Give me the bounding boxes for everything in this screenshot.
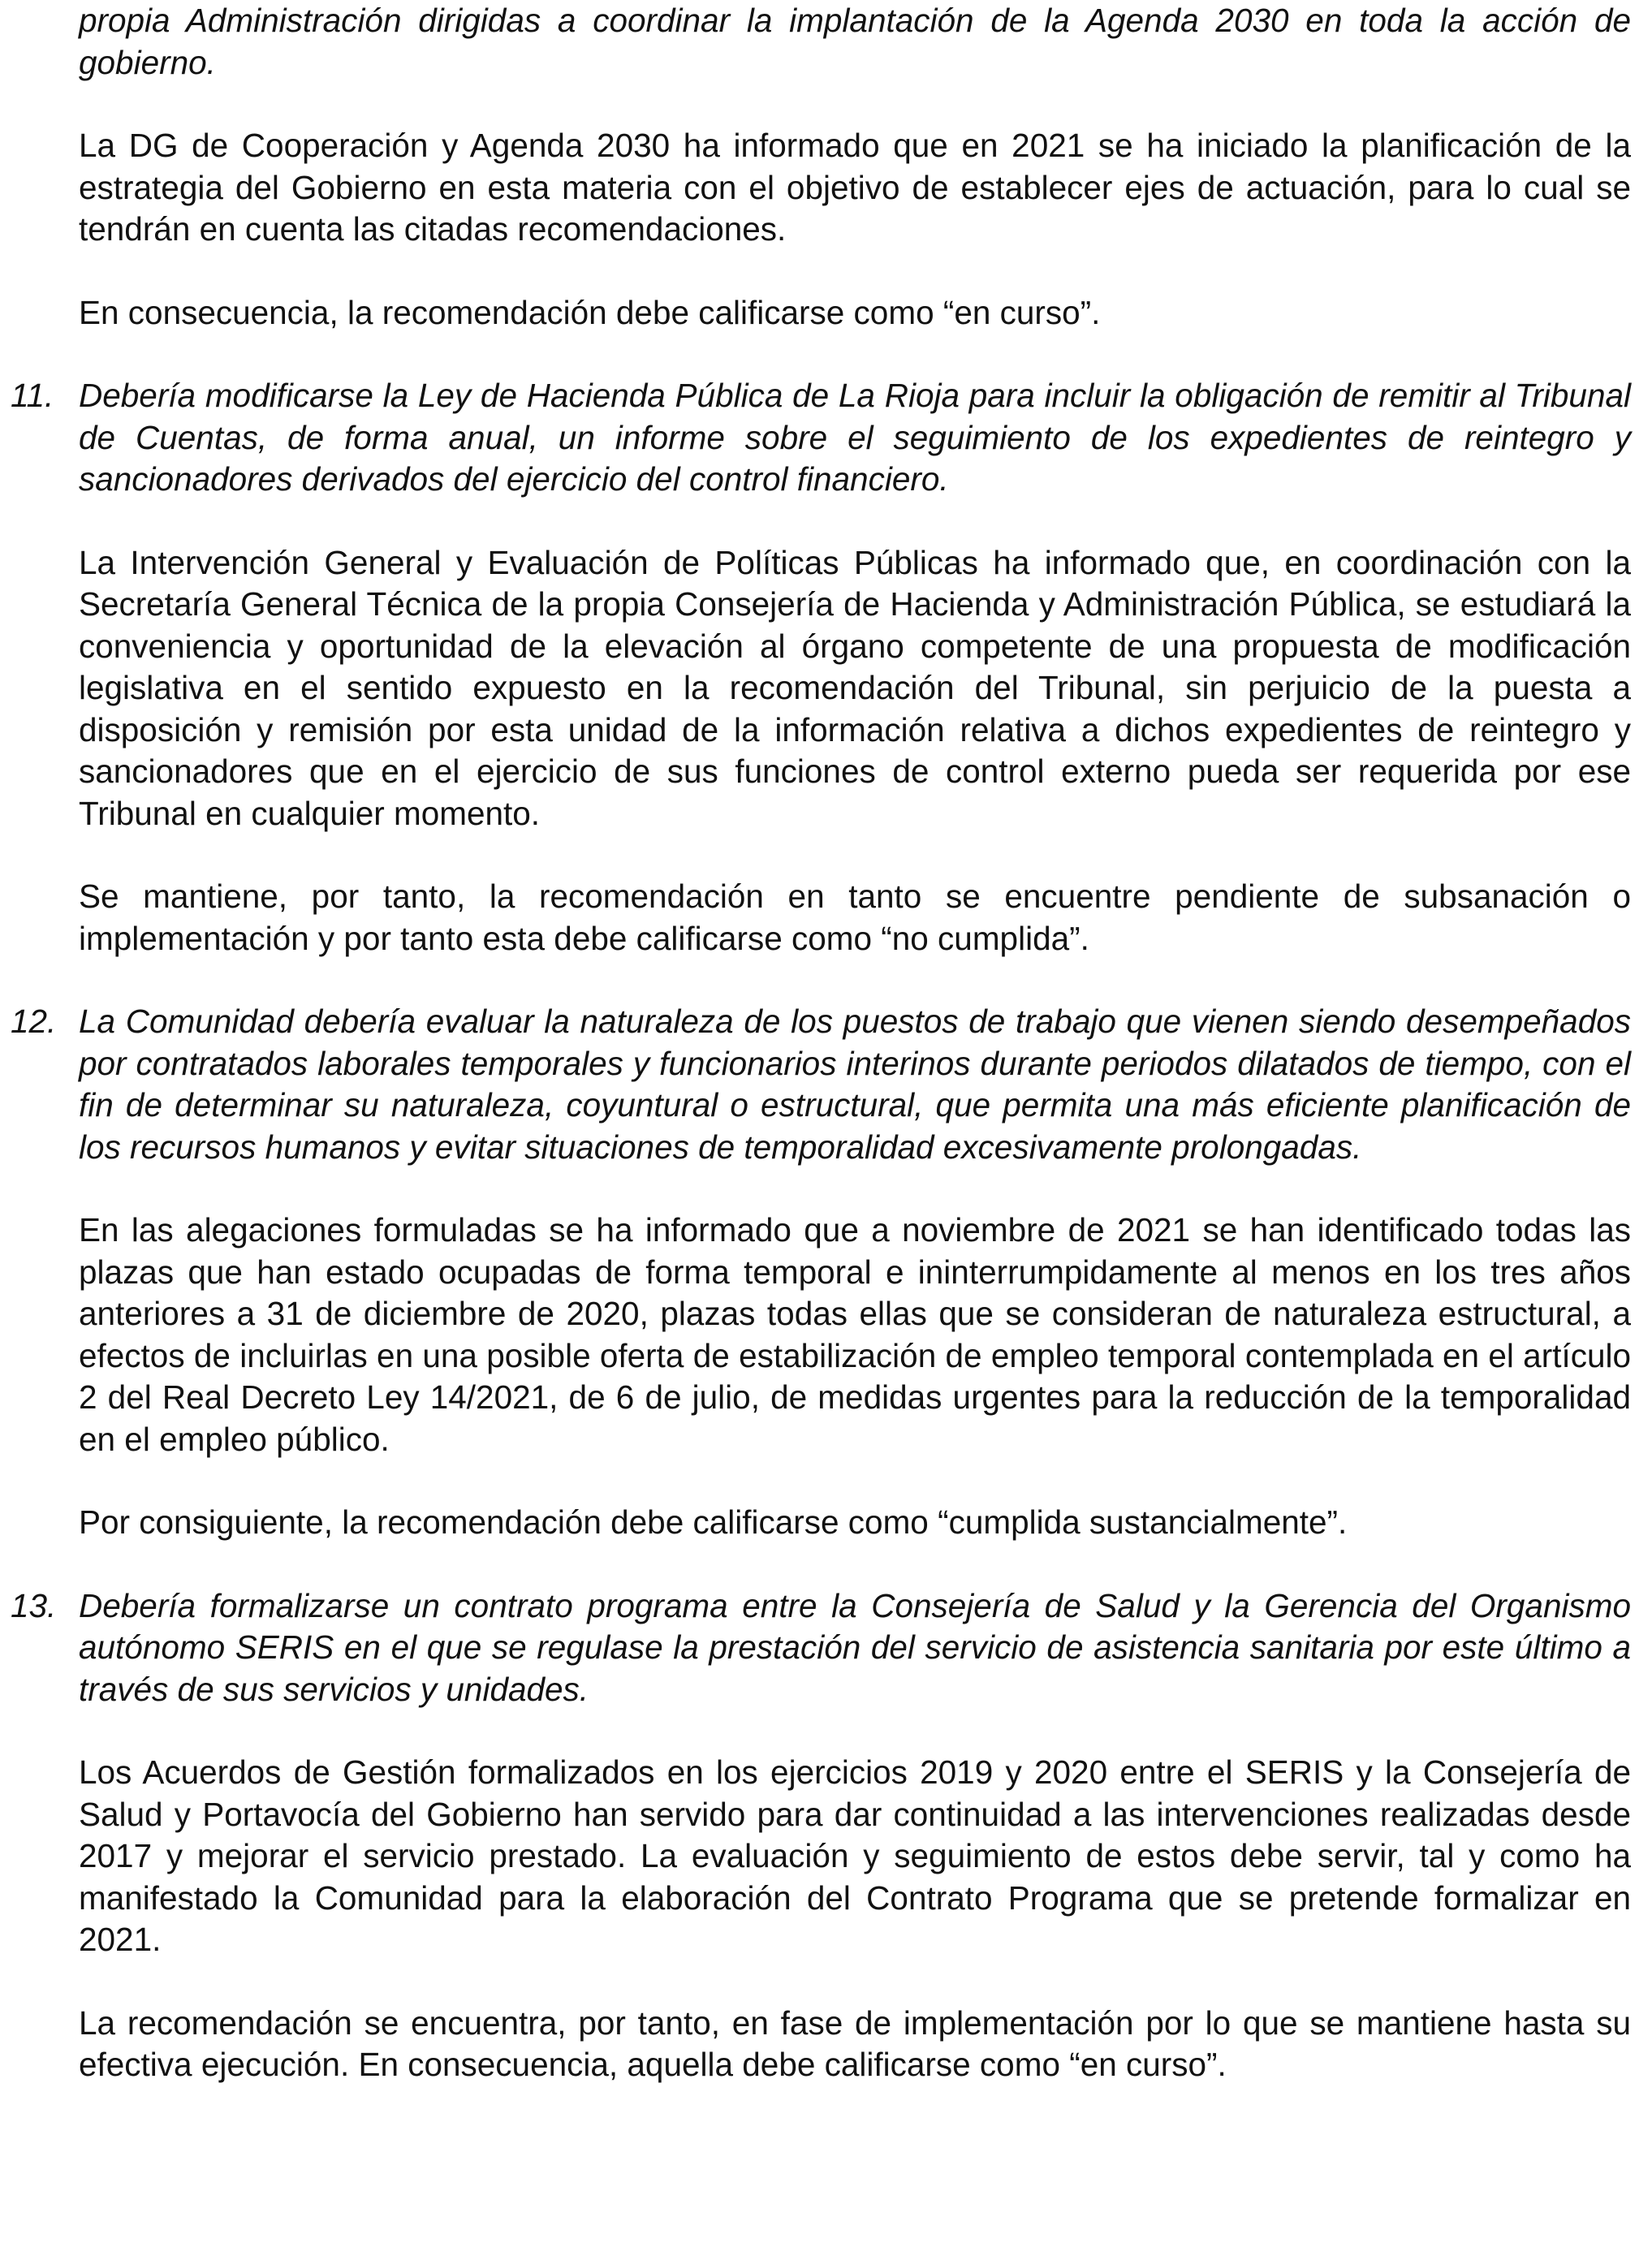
- document-page: [11, 0, 1631, 2086]
- recommendation-10-text-continued: propia Administración dirigidas a coordinar la implantación de la Agenda 2030 en toda la acción de gobierno.: [79, 2, 1631, 81]
- recommendation-11-text: Debería modificarse la Ley de Hacienda Pública de La Rioja para incluir la obligación de remitir al Tribunal de Cuentas, de forma anual, un informe sobre el seguimiento de los expedientes de reintegro y sancionadores derivados del ejercicio del control financiero.: [79, 377, 1631, 498]
- recommendation-12-response: En las alegaciones formuladas se ha informado que a noviembre de 2021 se han identificado todas las plazas que han estado ocupadas de forma temporal e ininterrumpidamente al menos en los tres años anteriores a 31 de diciembre de 2020, plazas todas ellas que se consideran de naturaleza estructural, a efectos de incluirlas en una posible oferta de estabilización de empleo temporal contemplada en el artículo 2 del Real Decreto Ley 14/2021, de 6 de julio, de medidas urgentes para la reducción de la temporalidad en el empleo público.: [79, 1211, 1631, 1458]
- recommendation-10-response: La DG de Cooperación y Agenda 2030 ha informado que en 2021 se ha iniciado la planificación de la estrategia del Gobierno en esta materia con el objetivo de establecer ejes de actuación, para lo cual se tendrán en cuenta las citadas recomendaciones.: [79, 127, 1631, 248]
- recommendation-12-number: 12.: [11, 1003, 57, 1040]
- recommendation-11-response: La Intervención General y Evaluación de Políticas Públicas ha informado que, en coordinación con la Secretaría General Técnica de la propia Consejería de Hacienda y Administración Pública, se estudiará la conveniencia y oportunidad de la elevación al órgano competente de una propuesta de modificación legislativa en el sentido expuesto en la recomendación del Tribunal, sin perjuicio de la puesta a disposición y remisión por esta unidad de la información relativa a dichos expedientes de reintegro y sancionadores que en el ejercicio de sus funciones de control externo pueda ser requerida por ese Tribunal en cualquier momento.: [79, 543, 1631, 832]
- recommendation-13-text: Debería formalizarse un contrato programa entre la Consejería de Salud y la Gerencia del Organismo autónomo SERIS en el que se regulase la prestación del servicio de asistencia sanitaria por este último a través de sus servicios y unidades.: [79, 1586, 1631, 1708]
- recommendation-11-number: 11.: [11, 377, 54, 414]
- recommendation-13-response: Los Acuerdos de Gestión formalizados en los ejercicios 2019 y 2020 entre el SERIS y la Consejería de Salud y Portavocía del Gobierno han servido para dar continuidad a las intervenciones realizadas desde 2017 y mejorar el servicio prestado. La evaluación y seguimiento de estos debe servir, tal y como ha manifestado la Comunidad para la elaboración del Contrato Programa que se pretende formalizar en 2021.: [79, 1753, 1631, 1958]
- recommendation-10-conclusion: En consecuencia, la recomendación debe calificarse como “en curso”.: [79, 293, 1101, 331]
- recommendation-13-number: 13.: [11, 1586, 57, 1624]
- recommendation-12-conclusion: Por consiguiente, la recomendación debe calificarse como “cumplida sustancialmente”.: [79, 1503, 1348, 1541]
- recommendation-12: [11, 1001, 1631, 1168]
- recommendation-11-conclusion: Se mantiene, por tanto, la recomendación en tanto se encuentre pendiente de subsanación o implementación y por tanto esta debe calificarse como “no cumplida”.: [79, 878, 1631, 957]
- recommendation-12-text: La Comunidad debería evaluar la naturaleza de los puestos de trabajo que vienen siendo desempeñados por contratados laborales temporales y funcionarios interinos durante periodos dilatados de tiempo, con el fin de determinar su naturaleza, coyuntural o estructural, que permita una más eficiente planificación de los recursos humanos y evitar situaciones de temporalidad excesivamente prolongadas.: [79, 1003, 1631, 1166]
- recommendation-13-conclusion: La recomendación se encuentra, por tanto, en fase de implementación por lo que se mantiene hasta su efectiva ejecución. En consecuencia, aquella debe calificarse como “en curso”.: [79, 2003, 1631, 2083]
- recommendation-11: [11, 375, 1631, 501]
- recommendation-13: [11, 1585, 1631, 1711]
